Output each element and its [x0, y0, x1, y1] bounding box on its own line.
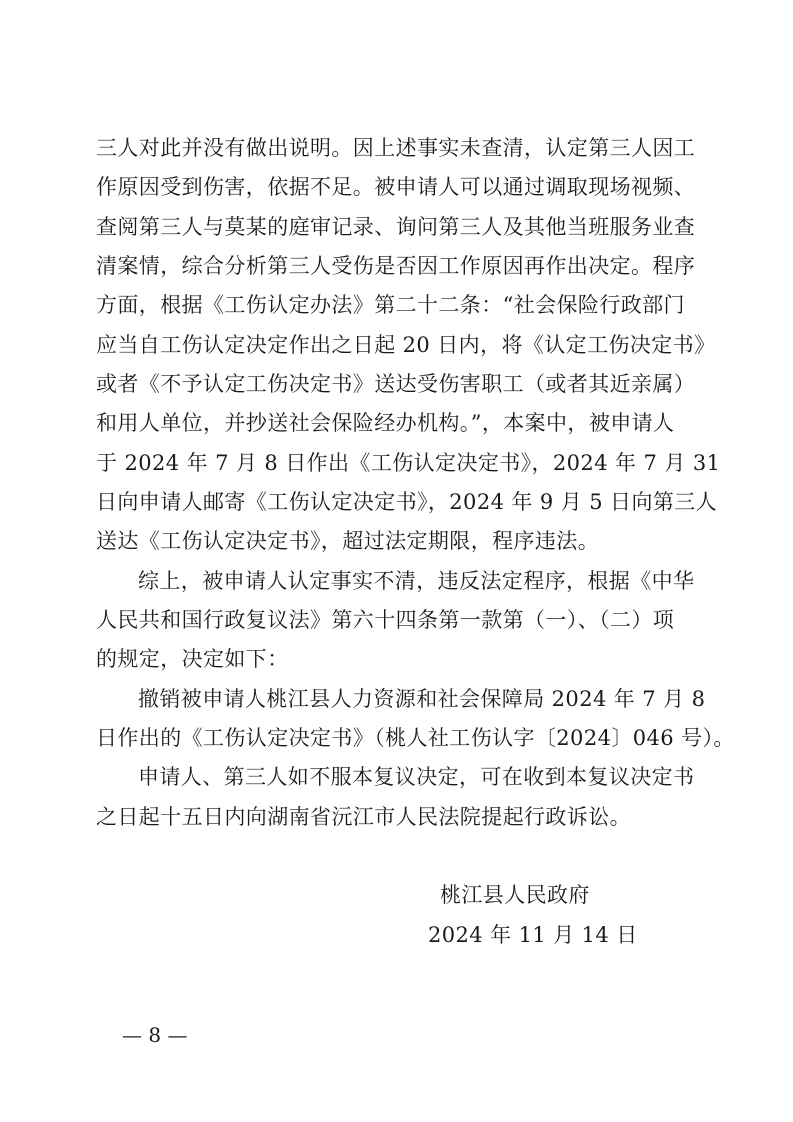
body-line-10: 日向申请人邮寄《工伤认定决定书》，2024 年 9 月 5 日向第三人 — [96, 490, 718, 514]
body-line-8: 和用人单位，并抄送社会保险经办机构。”，本案中，被申请人 — [96, 411, 675, 435]
appeal-line-2: 之日起十五日内向湖南省沅江市人民法院提起行政诉讼。 — [96, 805, 631, 829]
body-line-5: 方面，根据《工伤认定办法》第二十二条：“社会保险行政部门 — [96, 293, 685, 317]
decision-line-2: 日作出的《工伤认定决定书》（桃人社工伤认字〔2024〕046 号）。 — [96, 726, 735, 750]
body-line-3: 查阅第三人与莫某的庭审记录、询问第三人及其他当班服务业查 — [96, 215, 696, 239]
appeal-line-1: 申请人、第三人如不服本复议决定，可在收到本复议决定书 — [138, 765, 695, 789]
body-line-4: 清案情，综合分析第三人受伤是否因工作原因再作出决定。程序 — [96, 254, 696, 278]
body-line-7: 或者《不予认定工伤决定书》送达受伤害职工（或者其近亲属） — [96, 372, 696, 396]
body-line-6: 应当自工伤认定决定作出之日起 20 日内，将《认定工伤决定书》 — [96, 333, 716, 357]
body-line-2: 作原因受到伤害，依据不足。被申请人可以通过调取现场视频、 — [96, 175, 696, 199]
page-number: — 8 — — [122, 1023, 188, 1047]
conclusion-line-2: 人民共和国行政复议法》第六十四条第一款第（一）、（二）项 — [96, 608, 675, 632]
conclusion-line-3: 的规定，决定如下： — [96, 647, 289, 671]
signature-date: 2024 年 11 月 14 日 — [428, 923, 638, 947]
body-line-11: 送达《工伤认定决定书》，超过法定期限，程序违法。 — [96, 529, 600, 553]
body-line-9: 于 2024 年 7 月 8 日作出《工伤认定决定书》，2024 年 7 月 31 — [96, 451, 721, 475]
body-line-1: 三人对此并没有做出说明。因上述事实未查清，认定第三人因工 — [96, 136, 696, 160]
decision-line-1: 撤销被申请人桃江县人力资源和社会保障局 2024 年 7 月 8 — [138, 687, 706, 711]
signature-organization: 桃江县人民政府 — [440, 883, 590, 907]
conclusion-line-1: 综上，被申请人认定事实不清，违反法定程序，根据《中华 — [138, 569, 695, 593]
